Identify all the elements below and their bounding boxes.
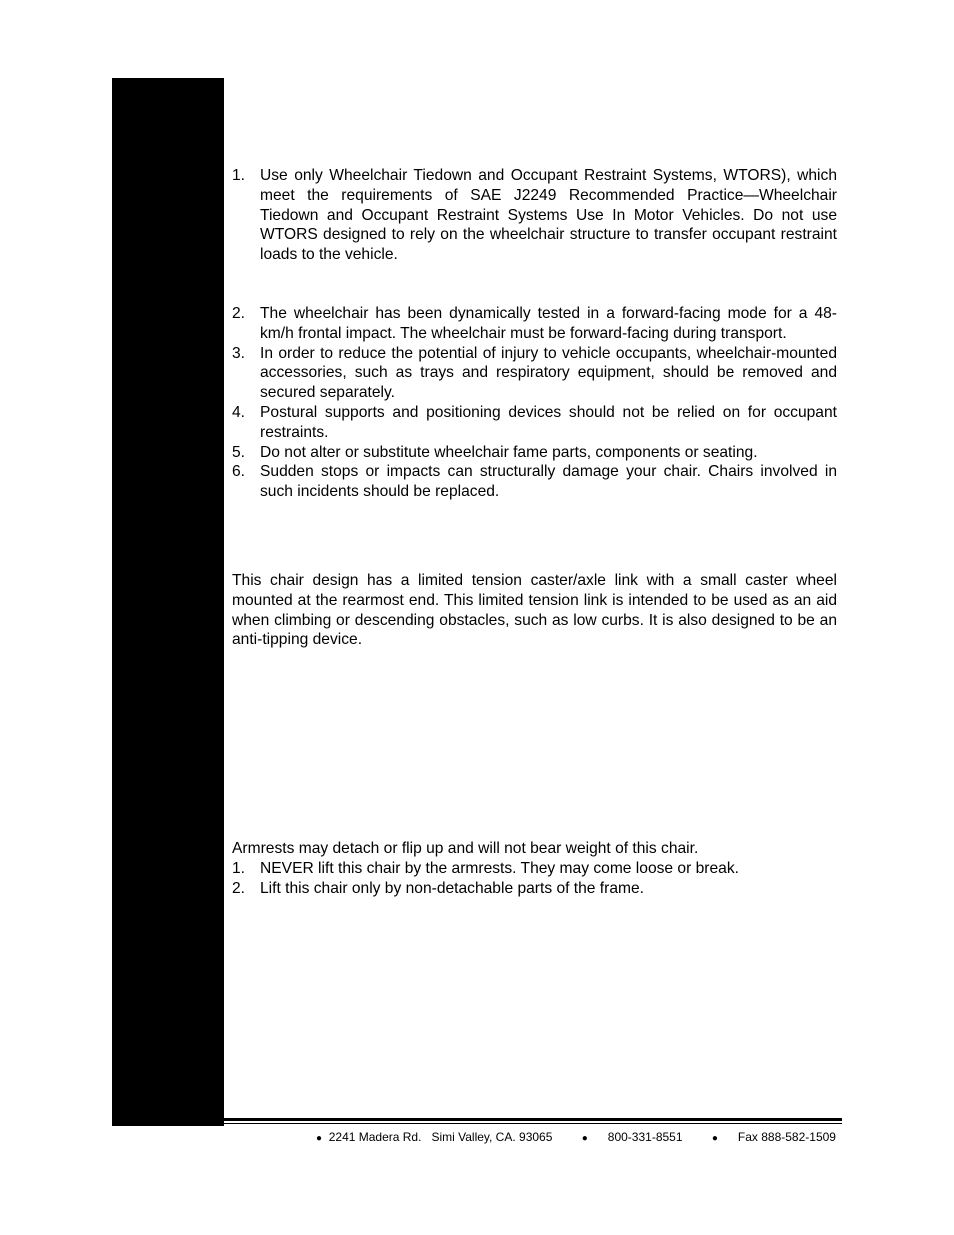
footer-contact xyxy=(316,1130,836,1146)
transport-list xyxy=(232,304,837,502)
list-text: The wheelchair has been dynamically tested in a forward-facing mode for a 48-km/h frontal impact. The wheelchair must be forward-facing during transport. xyxy=(260,304,837,342)
list-item xyxy=(232,859,837,879)
footer-fax-item xyxy=(712,1130,836,1146)
bullet-icon: ● xyxy=(316,1133,323,1144)
list-number: 4. xyxy=(232,403,246,421)
bullet-icon: ● xyxy=(581,1133,588,1144)
list-text: Lift this chair only by non-detachable parts of the frame. xyxy=(260,879,644,897)
footer-phone: 800-331-8551 xyxy=(607,1130,683,1144)
list-text: NEVER lift this chair by the armrests. They may come loose or break. xyxy=(260,859,739,877)
list-number: 6. xyxy=(232,463,246,481)
armrest-intro: Armrests may detach or flip up and will not bear weight of this chair. xyxy=(232,840,699,858)
list-number: 1. xyxy=(232,859,246,877)
list-item xyxy=(232,462,837,502)
bullet-icon: ● xyxy=(711,1133,718,1144)
footer-address: 2241 Madera Rd. Simi Valley, CA. 93065 xyxy=(328,1130,553,1144)
anti-tip-paragraph: This chair design has a limited tension caster/axle link with a small caster wheel mounted at the rearmost end. This limited tension link is intended to be used as an aid when climbing or descending obstacles, such as low curbs. It is also designed to be an anti-tipping device. xyxy=(232,571,837,649)
armrest-list xyxy=(232,859,837,899)
footer-rule-thick xyxy=(224,1118,842,1121)
sidebar-black-bar xyxy=(112,78,224,1126)
list-text: Postural supports and positioning devices should not be relied on for occupant restraints. xyxy=(260,403,837,441)
list-item xyxy=(232,344,837,403)
list-text: Sudden stops or impacts can structurally damage your chair. Chairs involved in such incidents should be replaced. xyxy=(260,463,837,501)
list-item xyxy=(232,403,837,443)
list-number: 2. xyxy=(232,304,246,322)
footer-phone-item xyxy=(582,1130,683,1146)
list-item xyxy=(232,166,837,265)
footer-address-item xyxy=(316,1130,552,1146)
list-item xyxy=(232,879,837,899)
list-text: Do not alter or substitute wheelchair fame parts, components or seating. xyxy=(260,443,758,461)
page-content xyxy=(232,166,837,899)
list-number: 2. xyxy=(232,879,246,897)
list-number: 3. xyxy=(232,344,246,362)
list-item xyxy=(232,304,837,344)
list-text: In order to reduce the potential of injury to vehicle occupants, wheelchair-mounted accessories, such as trays and respiratory equipment, should be removed and secured separately. xyxy=(260,344,837,402)
list-number: 5. xyxy=(232,443,246,461)
list-number: 1. xyxy=(232,167,246,184)
list-item xyxy=(232,443,837,463)
footer-rule-thin xyxy=(224,1123,842,1124)
footer-fax: Fax 888-582-1509 xyxy=(737,1130,836,1144)
list-text: Use only Wheelchair Tiedown and Occupant Restraint Systems, WTORS), which meet the requirements of SAE J2249 Recommended Practice—Wheelchair Tiedown and Occupant Restraint Systems Use In Motor Vehicles. Do not use WTORS designed to rely on the wheelchair structure to transfer occupant restraint loads to the vehicle. xyxy=(260,167,837,264)
wtors-list xyxy=(232,166,837,265)
